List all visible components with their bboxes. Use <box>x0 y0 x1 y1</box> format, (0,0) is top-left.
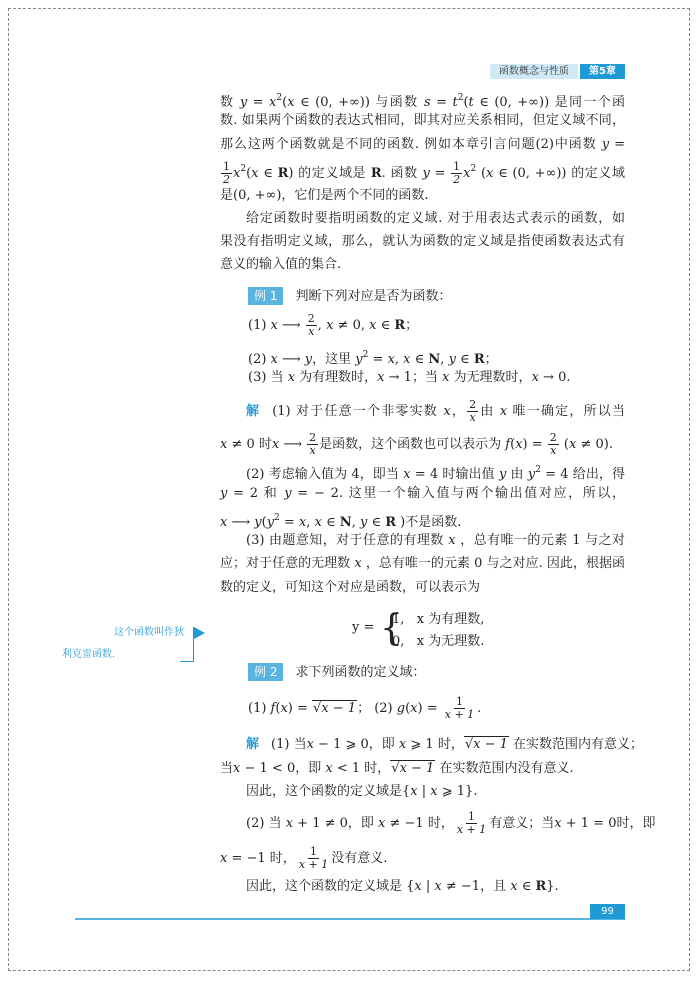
exponent: 2 <box>240 164 247 174</box>
math-var: x <box>325 761 333 776</box>
text: 由 <box>506 467 528 482</box>
math-var: y <box>254 515 262 530</box>
math-var: y <box>239 95 248 110</box>
text: ∈ (0, +∞)) 与函数 <box>294 95 424 110</box>
text: (1) <box>248 701 271 716</box>
text: ) = <box>417 701 442 716</box>
text: ) = <box>287 701 313 716</box>
text: ) 的定义域是 <box>288 166 371 181</box>
math-var: y <box>527 467 536 482</box>
text: ∈ <box>367 515 386 530</box>
text: ∈ <box>321 515 340 530</box>
text-line <box>220 233 625 251</box>
text: ∈ <box>410 352 429 367</box>
math-var: x <box>434 879 442 894</box>
exponent: 2 <box>535 465 541 475</box>
denominator: x + 1 <box>456 823 487 836</box>
math-var: x <box>285 816 294 831</box>
math-var: x <box>287 370 296 385</box>
text: , <box>351 515 360 530</box>
text-line <box>246 736 644 754</box>
text: ( <box>405 701 411 716</box>
exponent: 2 <box>470 164 477 174</box>
numerator: 1 <box>453 160 461 173</box>
section-header: 函数概念与性质 <box>490 64 578 79</box>
math-var: f <box>505 437 511 452</box>
math-set: R <box>370 166 382 181</box>
math-var: x <box>270 318 278 333</box>
math-var: x <box>443 404 451 419</box>
text: }. <box>546 879 559 894</box>
text: 那么这两个函数就是不同的函数. 例如本章引言问题(2)中函数 <box>220 137 602 152</box>
text: ⟶ <box>277 352 305 367</box>
text-line <box>220 760 625 778</box>
math-var: y <box>359 515 368 530</box>
text: → 0. <box>538 370 571 385</box>
numerator: 2 <box>309 431 317 444</box>
math-var: x <box>515 437 523 452</box>
text: 当 <box>220 761 234 776</box>
text: 数的定义，可知这个对应是函数，可以表示为 <box>220 580 481 595</box>
text: ≠ −1，且 <box>441 879 511 894</box>
text-line <box>220 579 625 597</box>
text: < 1 时， <box>332 761 391 776</box>
text: ，这里 <box>312 352 356 367</box>
text: ≠ 0). <box>576 437 613 452</box>
text: ≠ 0 时 <box>227 437 272 452</box>
denominator: x + 1 <box>444 708 475 721</box>
denominator: x <box>469 411 476 424</box>
text: ； <box>405 318 419 333</box>
text-line <box>220 432 625 457</box>
text: ( <box>463 95 469 110</box>
side-note-line-2: 利克雷函数. <box>62 649 116 660</box>
square-root: √ x − 1 <box>312 700 357 716</box>
text: )不是函数. <box>396 515 462 530</box>
fraction <box>307 432 318 457</box>
text: (2) 当 <box>246 816 286 831</box>
text: ，总有唯一的元素 1 与之对 <box>455 533 626 548</box>
denominator: 2 <box>223 173 230 186</box>
text: = <box>430 95 453 110</box>
solution-label: 解 <box>246 737 260 752</box>
chapter-badge: 第5章 <box>580 64 625 79</box>
math-var: x <box>463 166 471 181</box>
math-var: x <box>369 318 377 333</box>
text-line <box>220 187 625 205</box>
math-var: x <box>314 515 322 530</box>
text: ( <box>282 95 288 110</box>
text: | <box>421 879 435 894</box>
text: ⩾ 1}. <box>437 784 478 799</box>
text: 在实数范围内有意义； <box>508 737 644 752</box>
math-set: R <box>473 352 485 367</box>
text-line <box>248 313 653 338</box>
text: = 4 给出，得 <box>540 467 625 482</box>
text-line <box>248 369 653 387</box>
math-var: s <box>423 95 431 110</box>
math-var: x <box>271 437 280 452</box>
text: (3) 当 <box>248 370 288 385</box>
text: 给定函数时要指明函数的定义域. 对于用表达式表示的函数，如 <box>246 211 625 226</box>
text: + 1 = 0时，即 <box>561 816 656 831</box>
math-var: y <box>304 352 313 367</box>
math-var: t <box>452 95 458 110</box>
math-var: x <box>387 352 395 367</box>
text-line <box>220 160 625 186</box>
numerator: 1 <box>468 810 476 823</box>
text: ≠ −1 时， <box>385 816 454 831</box>
numerator: 1 <box>223 160 230 173</box>
fraction <box>297 846 330 871</box>
fraction <box>548 432 559 457</box>
math-var: x <box>499 404 508 419</box>
denominator: x <box>308 325 315 338</box>
text: , <box>394 352 404 367</box>
text-line <box>248 346 653 369</box>
text: ( <box>476 166 487 181</box>
text: ⟶ <box>279 437 307 452</box>
text: ( <box>559 437 569 452</box>
denominator: 2 <box>453 173 461 186</box>
math-var: x <box>554 816 562 831</box>
text: 为无理数时， <box>449 370 532 385</box>
text: | <box>417 784 431 799</box>
text: + 1 ≠ 0，即 <box>293 816 379 831</box>
math-var: x <box>354 556 362 571</box>
text: = <box>368 352 388 367</box>
text: ∈ <box>517 879 536 894</box>
math-var: x <box>398 737 407 752</box>
text: = <box>429 166 451 181</box>
text: 没有意义. <box>331 851 388 866</box>
text: ∈ (0, +∞)) 是同一个函 <box>473 95 625 110</box>
fraction <box>443 696 476 721</box>
text-line <box>220 89 625 112</box>
piecewise-case-1: 1, x 为有理数, <box>392 612 485 627</box>
text: − 1 < 0，即 <box>240 761 326 776</box>
text: 在实数范围内没有意义. <box>435 761 574 776</box>
text: ( <box>246 166 252 181</box>
math-var: x <box>410 784 418 799</box>
page-number: 99 <box>590 904 625 919</box>
text-line <box>248 696 653 721</box>
side-note-line-1: 这个函数叫作狄 <box>114 627 184 638</box>
math-var: x <box>377 370 385 385</box>
math-var: x <box>510 879 518 894</box>
text: ； <box>484 352 498 367</box>
math-var: y <box>266 515 275 530</box>
text: 唯一确定，所以当 <box>507 404 625 419</box>
flag-base <box>180 661 194 662</box>
solution-label: 解 <box>246 404 261 419</box>
numerator: 2 <box>549 431 557 444</box>
text-line <box>220 256 625 274</box>
text: ， <box>450 404 467 419</box>
piecewise-case-2: 0, x 为无理数. <box>392 634 485 649</box>
text: ( <box>510 437 516 452</box>
fraction <box>221 161 232 186</box>
text: . 函数 <box>381 166 423 181</box>
fraction <box>467 399 478 424</box>
text: ( <box>275 701 281 716</box>
math-var: x <box>442 370 450 385</box>
math-var: x <box>270 352 278 367</box>
text: , <box>306 515 315 530</box>
math-var: x <box>568 437 577 452</box>
fraction <box>306 313 317 338</box>
text: = <box>609 137 625 152</box>
numerator: 1 <box>310 845 318 858</box>
math-var: y <box>355 352 363 367</box>
text-line <box>220 846 625 871</box>
text: 有意义；当 <box>489 816 555 831</box>
math-var: x <box>414 879 422 894</box>
text: = − 2. 这里一个输入值与两个输出值对应，所以， <box>291 486 626 501</box>
example-label: 例 1 <box>248 287 283 305</box>
math-var: x <box>378 816 386 831</box>
math-var: x <box>233 761 241 776</box>
text: − 1 ⩾ 0，即 <box>313 737 399 752</box>
math-var: x <box>448 533 456 548</box>
text-line <box>246 810 656 836</box>
text: = 2 和 <box>227 486 285 501</box>
numerator: 1 <box>455 695 463 708</box>
text: ； (2) <box>357 701 397 716</box>
denominator: x + 1 <box>298 858 329 871</box>
math-var: x <box>306 737 314 752</box>
text: 数. 如果两个函数的表达式相同，即其对应关系相同，但定义域不同， <box>220 113 625 128</box>
math-set: N <box>428 352 441 367</box>
text: 果没有指明定义域，那么，就认为函数的定义域是指使函数表达式有 <box>220 234 625 249</box>
text: ( <box>261 515 267 530</box>
math-var: x <box>220 515 228 530</box>
math-var: x <box>410 701 418 716</box>
text: 应；对于任意的无理数 <box>220 556 355 571</box>
text: ∈ <box>376 318 395 333</box>
exponent: 2 <box>274 513 280 523</box>
text-line <box>220 509 625 532</box>
text: 因此，这个函数的定义域是{ <box>246 784 411 799</box>
text: 是(0, +∞)，它们是两个不同的函数. <box>220 188 429 203</box>
math-var: x <box>531 370 539 385</box>
text: (1) 当 <box>271 737 307 752</box>
text-line <box>246 399 625 424</box>
math-var: x <box>220 851 228 866</box>
text: 意义的输入值的集合. <box>220 257 342 272</box>
text: 因此，这个函数的定义域是 { <box>246 879 415 894</box>
text: = <box>279 515 299 530</box>
math-var: y <box>422 166 430 181</box>
math-var: g <box>396 701 406 716</box>
text: ≠ 0, <box>333 318 370 333</box>
text: ⟶ <box>227 515 255 530</box>
text: (1) <box>248 318 271 333</box>
text: , <box>317 318 327 333</box>
text-line <box>248 663 653 682</box>
numerator: 2 <box>469 398 477 411</box>
square-root: √ x − 1 <box>464 736 509 752</box>
text: ，总有唯一的元素 0 与之对应. 因此，根据函 <box>361 556 625 571</box>
math-var: x <box>298 515 307 530</box>
math-var: y <box>498 467 507 482</box>
math-var: x <box>287 95 295 110</box>
math-var: f <box>270 701 276 716</box>
text: 求下列函数的定义域： <box>295 665 426 680</box>
math-set: R <box>535 879 547 894</box>
text: . <box>477 701 482 716</box>
text: ) = <box>522 437 547 452</box>
math-var: x <box>403 352 411 367</box>
text: = 4 时输出值 <box>410 467 499 482</box>
fraction <box>455 811 488 836</box>
math-var: x <box>233 166 241 181</box>
square-root: √ x − 1 <box>390 760 435 776</box>
math-set: R <box>277 166 289 181</box>
text: (3) 由题意知，对于任意的有理数 <box>246 533 449 548</box>
text: → 1；当 <box>384 370 443 385</box>
text-line <box>220 112 625 130</box>
math-var: x <box>430 784 438 799</box>
text: , <box>440 352 449 367</box>
brace: { <box>380 608 403 649</box>
text-line <box>220 555 625 573</box>
text: ⩾ 1 时， <box>406 737 464 752</box>
numerator: 2 <box>307 312 315 325</box>
fraction <box>451 161 462 186</box>
text: 由 <box>479 404 500 419</box>
math-var: x <box>486 166 494 181</box>
text: (1) 对于任意一个非零实数 <box>272 404 444 419</box>
text: ∈ <box>455 352 474 367</box>
text-line <box>248 287 653 306</box>
math-var: x <box>280 701 288 716</box>
exponent: 2 <box>276 93 283 103</box>
text: 数 <box>220 95 240 110</box>
math-set: R <box>394 318 406 333</box>
text-line <box>246 532 625 550</box>
text: 判断下列对应是否为函数： <box>295 289 452 304</box>
example-label: 例 2 <box>248 663 283 681</box>
math-var: x <box>251 166 259 181</box>
denominator: x <box>309 444 316 457</box>
math-var: t <box>468 95 474 110</box>
math-set: R <box>385 515 397 530</box>
text-line <box>220 136 625 154</box>
text-line <box>246 878 625 896</box>
text: ⟶ <box>277 318 305 333</box>
math-var: x <box>220 437 228 452</box>
math-var: y <box>220 486 228 501</box>
math-var: x <box>326 318 334 333</box>
text: = <box>247 95 270 110</box>
text-line <box>246 210 625 228</box>
text: (2) <box>248 352 271 367</box>
flag-icon <box>194 627 205 639</box>
math-var: y <box>284 486 292 501</box>
text: = −1 时， <box>227 851 296 866</box>
math-set: N <box>339 515 352 530</box>
text-line <box>220 485 625 503</box>
math-var: x <box>269 95 277 110</box>
text: ∈ <box>258 166 278 181</box>
text-line <box>246 461 625 484</box>
text: 是函数，这个函数也可以表示为 <box>319 437 506 452</box>
math-var: y <box>601 137 610 152</box>
text: 为有理数时， <box>295 370 378 385</box>
exponent: 2 <box>457 93 464 103</box>
text: (2) 考虑输入值为 4，即当 <box>246 467 404 482</box>
piecewise-lhs: y = <box>352 620 375 635</box>
exponent: 2 <box>362 350 369 360</box>
footer-rule <box>75 918 625 920</box>
math-var: x <box>403 467 411 482</box>
math-var: y <box>448 352 456 367</box>
denominator: x <box>550 444 557 457</box>
text: ∈ (0, +∞)) 的定义域 <box>493 166 625 181</box>
text-line <box>246 783 625 801</box>
